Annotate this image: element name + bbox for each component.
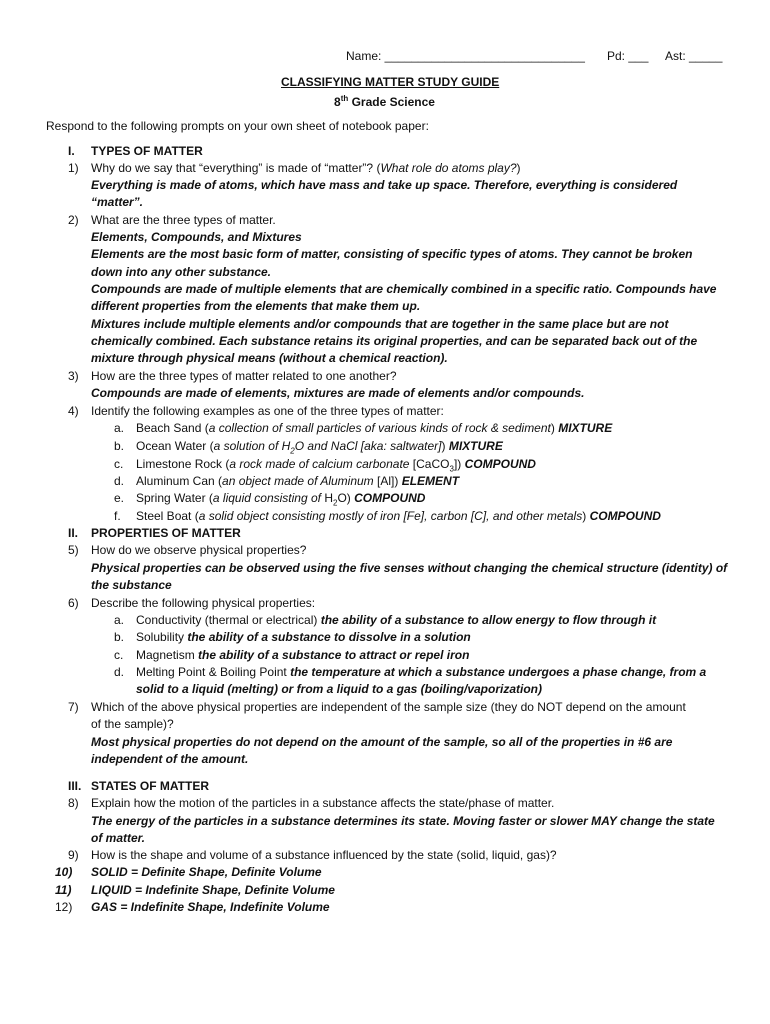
q8-number: 8) <box>68 796 79 810</box>
q1-hint: What role do atoms play? <box>380 161 517 175</box>
q2-answer-line-6: Mixtures include multiple elements and/or compounds that are together in the same place but are not <box>91 317 669 331</box>
q1-close: ) <box>516 161 521 175</box>
q6a-term: Conductivity (thermal or electrical) <box>136 613 321 627</box>
q6c-item <box>136 647 469 663</box>
q4b-letter: b. <box>114 439 125 453</box>
q4d-item <box>136 473 459 489</box>
q2-number: 2) <box>68 213 79 227</box>
q6-question: Describe the following physical properties: <box>91 596 316 610</box>
q4a-close: ) <box>550 421 559 435</box>
q4d-formula: [Al] <box>377 474 395 488</box>
q8-answer-line-1: The energy of the particles in a substance determines its state. Moving faster or slower MAY change the state <box>91 814 715 828</box>
q5-answer-line-2: the substance <box>91 578 172 592</box>
q4c-desc: a rock made of calcium carbonate <box>229 457 413 471</box>
grade-suffix: th <box>340 94 349 103</box>
q4c-formula-2: ] <box>453 457 458 471</box>
q4f-answer: COMPOUND <box>589 509 661 523</box>
q4a-desc: a collection of small particles of various kinds of rock & sediment <box>208 421 551 435</box>
period-field[interactable]: Pd: ___ <box>607 49 649 63</box>
q10-number: 10) <box>55 865 73 879</box>
q1-answer-line-2: “matter”. <box>91 195 144 209</box>
q4e-subscript: 2 <box>333 498 338 508</box>
section-2-title: PROPERTIES OF MATTER <box>91 526 241 540</box>
q12-number: 12) <box>55 900 73 914</box>
q1-question <box>91 160 521 176</box>
q4c-name: Limestone Rock ( <box>136 457 230 471</box>
q4b-answer: MIXTURE <box>448 439 503 453</box>
q4a-name: Beach Sand ( <box>136 421 209 435</box>
q8-answer-line-2: of matter. <box>91 831 146 845</box>
q6b-answer: the ability of a substance to dissolve in a solution <box>187 630 471 644</box>
q4b-subscript: 2 <box>290 446 295 456</box>
q6a-answer: the ability of a substance to allow energy to flow through it <box>320 613 657 627</box>
q6a-letter: a. <box>114 613 125 627</box>
q4d-close: ) <box>394 474 402 488</box>
q12-answer: GAS = Indefinite Shape, Indefinite Volume <box>91 900 330 914</box>
q3-question: How are the three types of matter related to one another? <box>91 369 397 383</box>
q6b-term: Solubility <box>136 630 188 644</box>
q4c-letter: c. <box>114 457 124 471</box>
q4-question: Identify the following examples as one of the three types of matter: <box>91 404 444 418</box>
instructions: Respond to the following prompts on your own sheet of notebook paper: <box>46 119 429 133</box>
q9-question: How is the shape and volume of a substance influenced by the state (solid, liquid, gas)? <box>91 848 557 862</box>
q4e-answer: COMPOUND <box>354 491 426 505</box>
q10-answer: SOLID = Definite Shape, Definite Volume <box>91 865 322 879</box>
q5-answer-line-1: Physical properties can be observed using the five senses without changing the chemical structure (identity) of <box>91 561 728 575</box>
q6c-letter: c. <box>114 648 124 662</box>
q7-answer-line-2: independent of the amount. <box>91 752 249 766</box>
q2-answer-line-4: Compounds are made of multiple elements that are chemically combined in a specific ratio. Compounds have <box>91 282 717 296</box>
section-1-title: TYPES OF MATTER <box>91 144 203 158</box>
q2-question: What are the three types of matter. <box>91 213 276 227</box>
section-2-number: II. <box>68 526 79 540</box>
q4-number: 4) <box>68 404 79 418</box>
q4e-desc: a liquid consisting of <box>212 491 325 505</box>
q1-number: 1) <box>68 161 79 175</box>
q4f-close: ) <box>582 509 590 523</box>
q4b-close: ) <box>441 439 449 453</box>
section-3-title: STATES OF MATTER <box>91 779 209 793</box>
q8-question: Explain how the motion of the particles in a substance affects the state/phase of matter. <box>91 796 555 810</box>
q4d-answer: ELEMENT <box>401 474 460 488</box>
q7-answer-line-1: Most physical properties do not depend on the amount of the sample, so all of the properties in #6 are <box>91 735 673 749</box>
page-title: CLASSIFYING MATTER STUDY GUIDE <box>281 75 500 89</box>
q4c-subscript: 3 <box>449 464 454 474</box>
q4a-letter: a. <box>114 421 125 435</box>
grade-subtitle <box>334 91 435 110</box>
q2-answer-line-3: down into any other substance. <box>91 265 272 279</box>
q1-answer-line-1: Everything is made of atoms, which have mass and take up space. Therefore, everything is considered <box>91 178 678 192</box>
q4e-formula-1: H <box>324 491 333 505</box>
q6d-term: Melting Point & Boiling Point <box>136 665 291 679</box>
q4c-answer: COMPOUND <box>464 457 536 471</box>
q4e-formula-2: O <box>337 491 347 505</box>
q7-question-line-2: of the sample)? <box>91 717 174 731</box>
q4e-close: ) <box>346 491 355 505</box>
q4d-letter: d. <box>114 474 125 488</box>
q4f-desc: a solid object consisting mostly of iron [Fe], carbon [C], and other metals <box>198 509 583 523</box>
assignment-field[interactable]: Ast: _____ <box>665 49 723 63</box>
q4f-item <box>136 508 661 524</box>
q4e-letter: e. <box>114 491 125 505</box>
q2-answer-line-5: different properties from the elements that make them up. <box>91 299 421 313</box>
q4f-letter: f. <box>114 509 121 523</box>
grade-number: 8 <box>334 95 341 109</box>
q4b-desc-1: a solution of H <box>213 439 291 453</box>
q4d-desc: an object made of Aluminum <box>222 474 377 488</box>
q4a-item <box>136 420 612 436</box>
q6a-item <box>136 612 656 628</box>
q6c-answer: the ability of a substance to attract or repel iron <box>198 648 470 662</box>
q6d-answer: the temperature at which a substance undergoes a phase change, from a <box>290 665 707 679</box>
q5-question: How do we observe physical properties? <box>91 543 307 557</box>
section-3-number: III. <box>68 779 82 793</box>
grade-text: Grade Science <box>348 95 435 109</box>
q11-number: 11) <box>55 883 72 897</box>
q9-number: 9) <box>68 848 79 862</box>
q5-number: 5) <box>68 543 79 557</box>
q6d-letter: d. <box>114 665 125 679</box>
q3-number: 3) <box>68 369 79 383</box>
q4c-close: ) <box>457 457 465 471</box>
q3-answer: Compounds are made of elements, mixtures are made of elements and/or compounds. <box>91 386 585 400</box>
q2-answer-line-1: Elements, Compounds, and Mixtures <box>91 230 302 244</box>
q2-answer-line-7: chemically combined. Each substance retains its original properties, and can be separated back out of the <box>91 334 698 348</box>
q2-answer-line-8: mixture through physical means (without a chemical reaction). <box>91 351 448 365</box>
q7-number: 7) <box>68 700 79 714</box>
q4c-formula-1: [CaCO <box>412 457 450 471</box>
section-1-number: I. <box>68 144 75 158</box>
q2-answer-line-2: Elements are the most basic form of matter, consisting of specific types of atoms. They cannot be broken <box>91 247 693 261</box>
q11-answer: LIQUID = Indefinite Shape, Definite Volume <box>91 883 335 897</box>
q4d-name: Aluminum Can ( <box>136 474 223 488</box>
q6b-letter: b. <box>114 630 125 644</box>
q4a-answer: MIXTURE <box>558 421 613 435</box>
q7-question-line-1: Which of the above physical properties are independent of the sample size (they do NOT depend on the amount <box>91 700 686 714</box>
q6d-answer-line-2: solid to a liquid (melting) or from a liquid to a gas (boiling/vaporization) <box>136 682 542 696</box>
q4e-name: Spring Water ( <box>136 491 213 505</box>
q6b-item <box>136 629 471 645</box>
q6d-item <box>136 664 706 680</box>
q4f-name: Steel Boat ( <box>136 509 199 523</box>
q6c-term: Magnetism <box>136 648 199 662</box>
name-field[interactable]: Name: ______________________________ <box>346 49 585 63</box>
q4b-name: Ocean Water ( <box>136 439 214 453</box>
q4b-desc-2: O and NaCl [aka: saltwater] <box>294 439 442 453</box>
q1-text: Why do we say that “everything” is made of “matter”? ( <box>91 161 381 175</box>
q6-number: 6) <box>68 596 79 610</box>
